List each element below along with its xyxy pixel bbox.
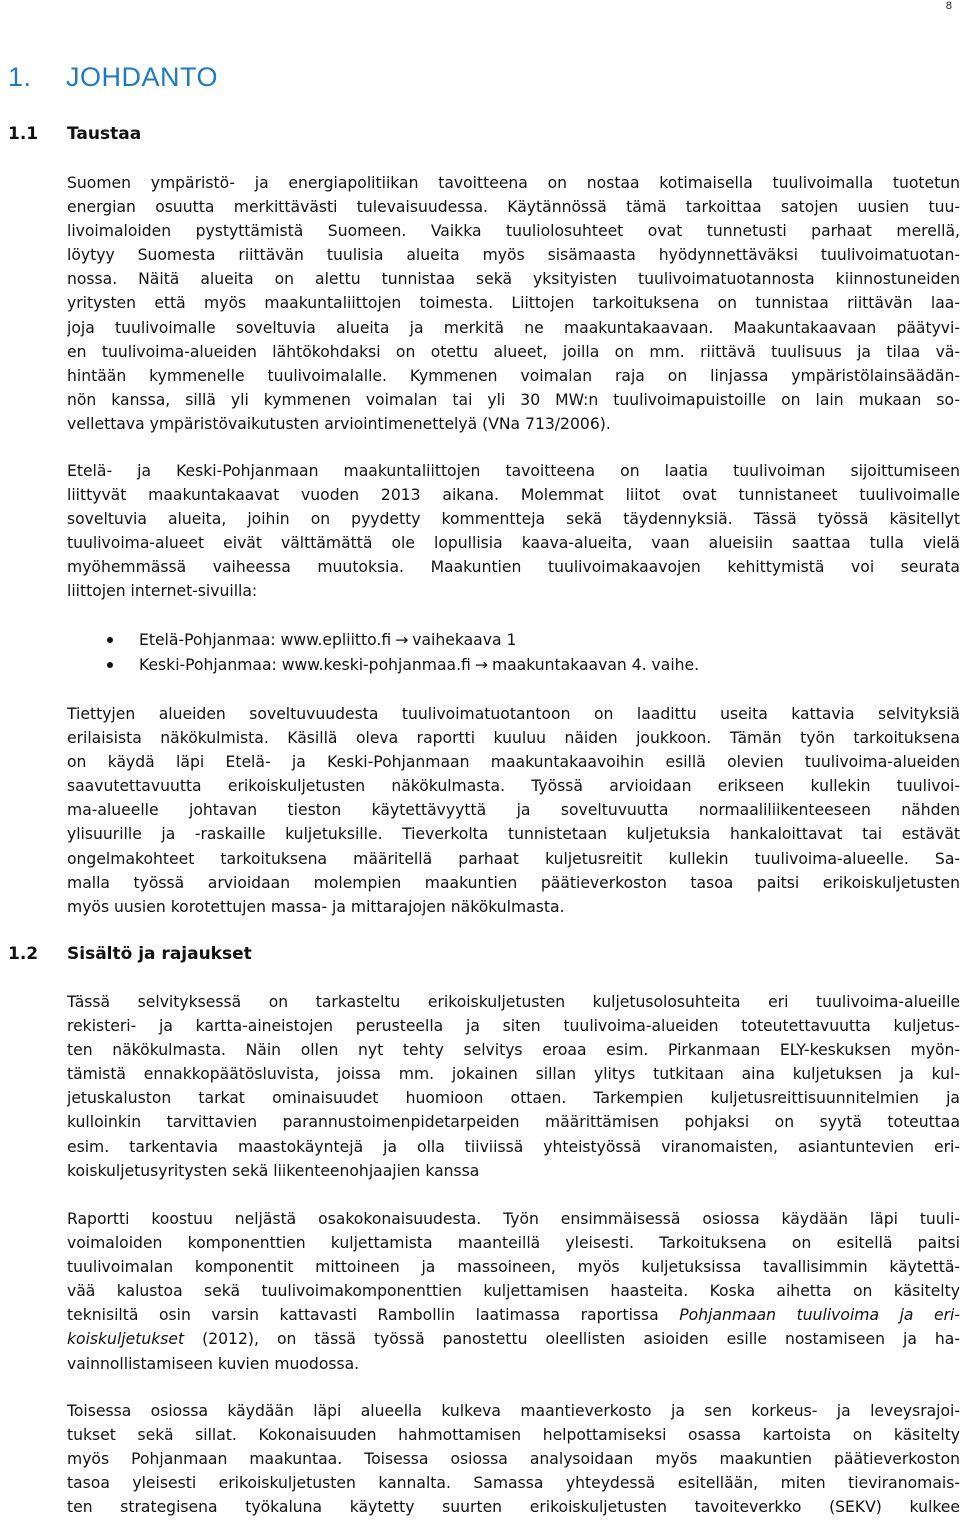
paragraph-5 [67,1207,960,1376]
text-line: kulloinkin tarvittavien parannustoimenpidetarpeiden määrittämisen pohjaksi on syytä toteuttaa [67,1113,960,1132]
chapter-heading [8,62,218,93]
section-title: Sisältö ja rajaukset [67,944,252,964]
text-line: soveltuvia alueita, joihin on pyydetty kommentteja sekä täydennyksiä. Tässä työssä käsitellyt [67,510,960,529]
text-line [67,1327,960,1351]
section-number: 1.1 [8,124,39,144]
list-item-label[interactable]: Etelä-Pohjanmaa: www.epliitto.fi [139,631,392,649]
list-item [67,653,867,678]
text-line: jetuskaluston tarkat ominaisuudet huomioon ottaen. Tarkempien kuljetusreittisuunnitelmien ja [67,1089,960,1108]
text-line: ongelmakohteet tarkoituksena määritellä parhaat kuljetusreitit kullekin tuulivoima-alueelle. Sa- [67,849,960,868]
bullet-icon [107,662,113,668]
paragraph-2 [67,459,960,604]
text-line: saavutettavuutta erikoiskuljetusten näkökulmasta. Työssä arvioidaan erikseen kullekin tuulivoi- [67,777,960,796]
text-line: joja tuulivoimalle soveltuvia alueita ja merkitä ne maakuntakaavaan. Maakuntakaavaan päätyvi- [67,318,960,337]
section-heading-1-2 [8,944,252,964]
arrow-right-icon: → [474,655,488,674]
report-title-italic: koiskuljetukset [67,1330,185,1349]
list-item-target: maakuntakaavan 4. vaihe. [491,655,700,674]
section-number: 1.2 [8,944,39,964]
text-line: tuulivoimalan komponentit mittoineen ja massoineen, myös kuljetuksissa tavallisimmin käytettä- [67,1258,960,1277]
text-run: teknisiltä osin varsin kattavasti Rambollin laatimassa raportissa [67,1306,680,1325]
list-item-target: vaihekaava 1 [412,631,517,649]
text-line: Etelä- ja Keski-Pohjanmaan maakuntaliittojen tavoitteena on laatia tuulivoiman sijoittumiseen [67,462,960,480]
text-line: tuulivoima-alueet eivät välttämättä ole lopullisia kaava-alueita, vaan alueisiin saattaa tulla vielä [67,534,960,553]
text-line: koiskuljetusyritysten sekä liikenteenohjaajien kanssa [67,1161,480,1180]
text-line: nön kanssa, sillä yli kymmenen voimalan tai yli 30 MW:n tuulivoimapuistoille on lain mukaan so- [67,390,960,409]
link-list [67,628,867,677]
text-line: ten strategisena työkaluna käytetty suurten erikoiskuljetusten tavoiteverkko (SEKV) kulkee [67,1498,960,1517]
text-line: nossa. Näitä alueita on alettu tunnistaa sekä yksityisten tuulivoimatuotannosta kiinnostuneiden [67,270,960,289]
text-line: Raportti koostuu neljästä osakokonaisuudesta. Työn ensimmäisessä osiossa käydään läpi tuuli- [67,1210,960,1228]
text-line: liittojen internet-sivuilla: [67,582,258,601]
text-line: yritysten että myös maakuntaliittojen toimesta. Liittojen tarkoituksena on tunnistaa riittävän laa- [67,294,960,313]
text-line: liittyvät maakuntakaavat vuoden 2013 aikana. Molemmat liitot ovat tunnistaneet tuulivoimalle [67,486,960,505]
text-line: en tuulivoima-alueiden lähtökohdaksi on otettu alueet, joilla on mm. riittävä tuulisuus ja tilaa vä- [67,342,960,361]
text-line: Suomen ympäristö- ja energiapolitiikan tavoitteena on nostaa kotimaisella tuulivoimalla tuotetun [67,174,960,192]
text-line: vellettava ympäristövaikutusten arviointimenettelyä (VNa 713/2006). [67,414,611,433]
text-line: hintään kymmenelle tuulivoimalalle. Kymmenen voimalan raja on linjassa ympäristölainsäädän- [67,366,960,385]
chapter-title: JOHDANTO [66,62,219,92]
paragraph-3 [67,702,960,919]
arrow-right-icon: → [395,631,409,649]
text-line: energian osuutta merkittävästi tulevaisuudessa. Käytännössä tämä tarkoittaa satojen uusien tuu- [67,198,960,217]
text-line: Toisessa osiossa käydään läpi alueella kulkeva maantieverkosto ja sen korkeus- ja leveysrajoi- [67,1402,960,1420]
text-line: ten näkökulmasta. Näin ollen nyt tehty selvitys eroaa esim. Pirkanmaan ELY-keskuksen myön- [67,1041,960,1060]
text-line: Tiettyjen alueiden soveltuvuudesta tuulivoimatuotantoon on laadittu useita kattavia selvityksiä [67,705,960,723]
text-line: vää kalustoa sekä tuulivoimakomponenttien kuljettamisen haasteita. Koska aihetta on käsitelty [67,1282,960,1301]
list-item-label[interactable]: Keski-Pohjanmaa: www.keski-pohjanmaa.fi [139,655,471,674]
text-line: rekisteri- ja kartta-aineistojen perusteella ja siten tuulivoima-alueiden toteutettavuutta kuljetus- [67,1017,960,1036]
text-line: myös uusien korotettujen massa- ja mittarajojen näkökulmasta. [67,897,565,916]
text-line: esim. tarkentavia maastokäyntejä ja olla tiiviissä yhteistyössä viranomaisten, asiantuntevien eri- [67,1137,960,1156]
text-line: vainnollistamiseen kuvien muodossa. [67,1354,360,1373]
text-line: myös Pohjanmaan maakuntaa. Toisessa osiossa analysoidaan myös maakuntien päätieverkoston [67,1450,960,1469]
text-line: ylisuurille ja -raskaille kuljetuksille. Tieverkolta tunnistetaan kuljetuksia hankaloittavat tai estävät [67,825,960,844]
text-line: ma-alueelle johtavan tieston käytettävyyttä ja soveltuvuutta normaaliliikenteeseen nähden [67,801,960,820]
text-line: myöhemmässä vaiheessa muutoksia. Maakuntien tuulivoimakaavojen kehittymistä voi seurata [67,558,960,577]
text-run: (2012), on tässä työssä panostettu oleellisten asioiden esille nostamiseen ja ha- [184,1330,960,1349]
text-line: livoimaloiden pystyttämistä Suomeen. Vaikka tuuliolosuhteet ovat tunnetusti parhaat merellä, [67,222,960,241]
text-line: on käydä läpi Etelä- ja Keski-Pohjanmaan maakuntakaavoihin esillä olevien tuulivoima-alueiden [67,753,960,772]
section-heading-1-1 [8,124,141,144]
text-line: malla työssä arvioidaan molempien maakuntien päätieverkoston tasoa paitsi erikoiskuljetusten [67,873,960,892]
list-item [67,628,867,653]
chapter-number: 1. [8,62,32,92]
text-line: tasoa yleisesti erikoiskuljetusten kannalta. Samassa yhteydessä esitellään, miten tieviranomais- [67,1474,960,1493]
text-line: löytyy Suomesta riittävän tuulisia alueita myös sisämaasta hyödynnettäväksi tuulivoimatuotan- [67,246,960,265]
paragraph-6 [67,1399,960,1519]
section-title: Taustaa [67,124,142,144]
text-line: tämistä ennakkopäätösluvista, joissa mm. jokainen sillan ylitys tutkitaan aina kuljetuksen ja kul- [67,1065,960,1084]
text-line: Tässä selvityksessä on tarkasteltu erikoiskuljetusten kuljetusolosuhteita eri tuulivoima-alueille [67,993,960,1011]
text-line: voimaloiden komponenttien kuljettamista maanteillä yleisesti. Tarkoituksena on esitellä paitsi [67,1234,960,1253]
page-number: 8 [945,0,952,12]
paragraph-1 [67,171,960,436]
text-line: erilaisista näkökulmista. Käsillä oleva raportti kuuluu näiden joukkoon. Tämän työn tarkoituksena [67,729,960,748]
bullet-icon [107,637,113,643]
report-title-italic: Pohjanmaan tuulivoima ja eri- [679,1306,960,1325]
text-line: tukset sekä sillat. Kokonaisuuden hahmottamisen helpottamiseksi osassa kartoista on käsitelty [67,1426,960,1445]
paragraph-4 [67,990,960,1183]
text-line [67,1303,960,1327]
